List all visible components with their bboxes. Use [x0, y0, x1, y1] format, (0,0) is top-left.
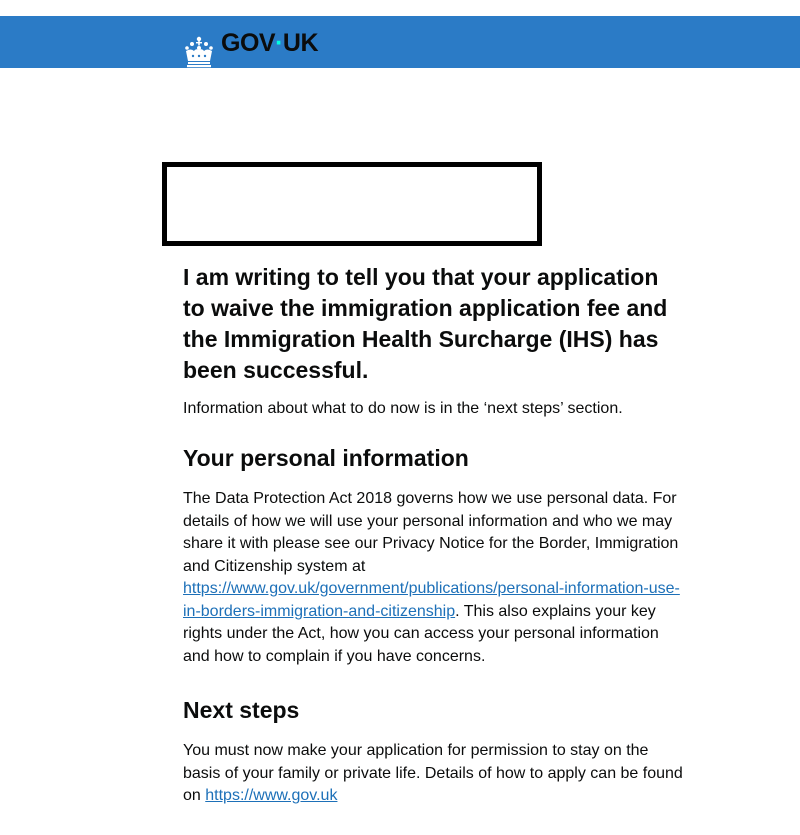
next-steps-text-before: You must now make your application for permission to stay on the basis of your family or private life. Details of how to apply can be found on [183, 742, 683, 804]
logo-text [221, 28, 318, 58]
crown-icon [183, 36, 215, 76]
intro-text: Information about what to do now is in the ‘next steps’ section. [183, 400, 623, 417]
logo-text-uk: UK [282, 29, 319, 57]
top-strip [0, 0, 800, 16]
privacy-notice-link[interactable]: https://www.gov.uk/government/publications/personal-information-use-in-borders-immigration-and-citizenship [183, 580, 680, 620]
redacted-address-box [162, 162, 542, 246]
letter-headline: I am writing to tell you that your application to waive the immigration application fee and the Immigration Health Surcharge (IHS) has been successful. [183, 264, 668, 383]
personal-info-heading: Your personal information [183, 445, 469, 471]
govuk-logo[interactable] [183, 26, 319, 70]
personal-info-text-after: . This also explains your key rights under the Act, how you can access your personal information and how to complain if you have concerns. [183, 602, 659, 665]
govuk-header [0, 16, 800, 68]
personal-info-paragraph [183, 488, 688, 668]
letter-content [183, 262, 693, 835]
govuk-link[interactable]: https://www.gov.uk [205, 787, 338, 804]
logo-dot: · [275, 29, 283, 57]
personal-info-text-before: The Data Protection Act 2018 governs how we use personal data. For details of how we will use your personal information and who we may share it with please see our Privacy Notice for the Border, Immigration and Citizenship system at [183, 490, 679, 575]
next-steps-paragraph [183, 740, 688, 808]
next-steps-heading: Next steps [183, 697, 300, 723]
logo-text-gov: GOV [221, 29, 276, 57]
